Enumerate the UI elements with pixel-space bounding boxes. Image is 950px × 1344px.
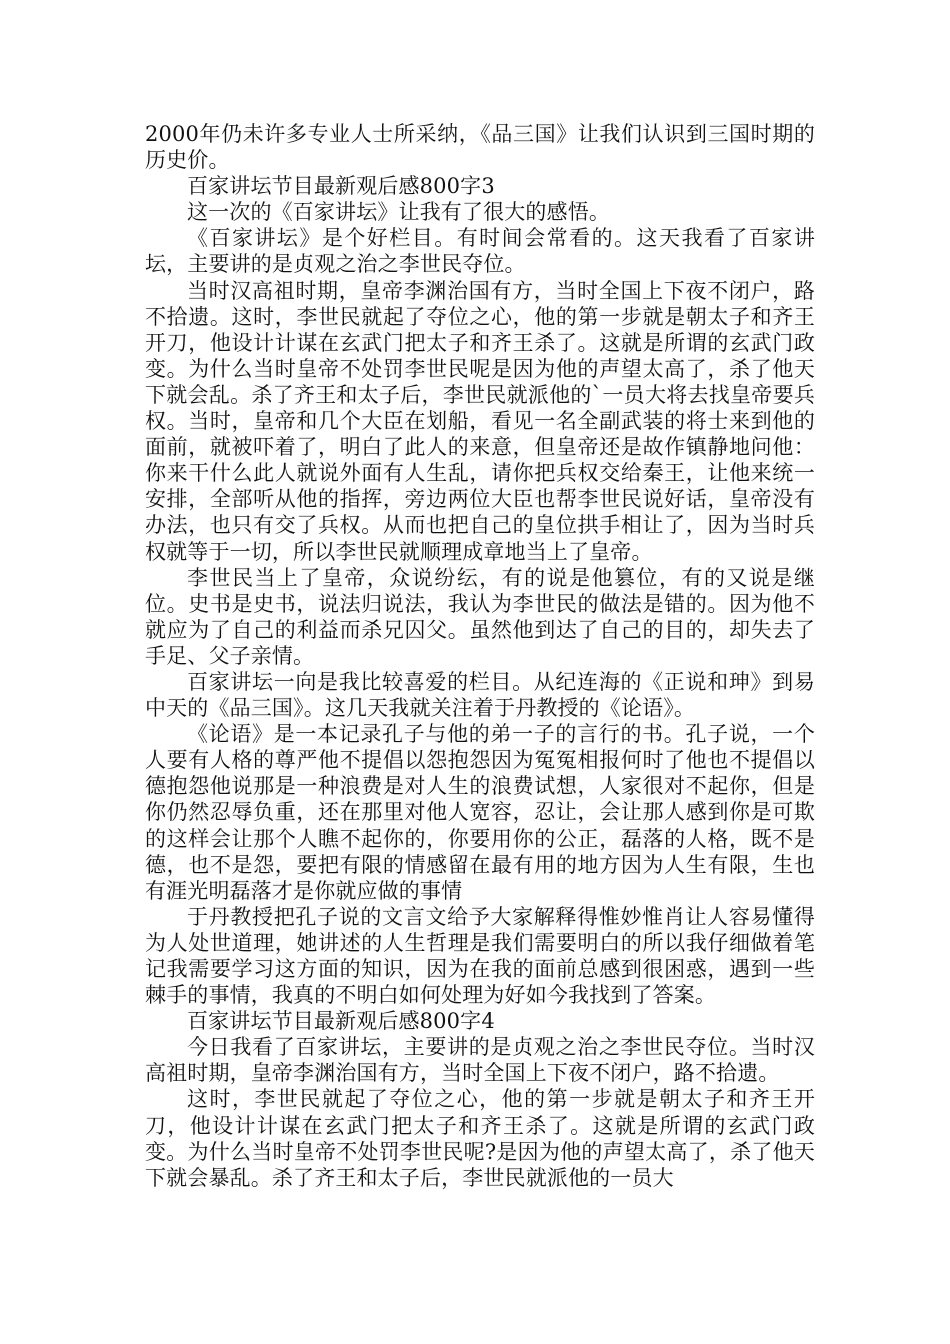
body-paragraph: 这时，李世民就起了夺位之心，他的第一步就是朝太子和齐王开刀，他设计计谋在玄武门把太子和齐王杀了。这就是所谓的玄武门政变。为什么当时皇帝不处罚李世民呢?是因为他的声望太高了，杀了他天下就会暴乱。杀了齐王和太子后，李世民就派他的一员大 <box>145 1087 815 1190</box>
document-body <box>145 121 815 1191</box>
body-paragraph: 百家讲坛一向是我比较喜爱的栏目。从纪连海的《正说和珅》到易中天的《品三国》。这几天我就关注着于丹教授的《论语》。 <box>145 669 815 721</box>
body-paragraph: 今日我看了百家讲坛，主要讲的是贞观之治之李世民夺位。当时汉高祖时期，皇帝李渊治国有方，当时全国上下夜不闭户，路不拾遗。 <box>145 1035 815 1086</box>
body-paragraph: 李世民当上了皇帝，众说纷纭，有的说是他篡位，有的又说是继位。史书是史书，说法归说法，我认为李世民的做法是错的。因为他不就应为了自己的利益而杀兄囚父。虽然他到达了自己的目的，却失去了手足、父子亲情。 <box>145 565 815 668</box>
paragraph-continuation: 2000年仍未许多专业人士所采纳，《品三国》让我们认识到三国时期的历史价。 <box>145 122 815 173</box>
section-heading: 百家讲坛节目最新观后感800字3 <box>187 174 495 199</box>
body-paragraph: 《百家讲坛》是个好栏目。有时间会常看的。这天我看了百家讲坛，主要讲的是贞观之治之李世民夺位。 <box>145 226 815 277</box>
section-heading: 百家讲坛节目最新观后感800字4 <box>187 1009 495 1034</box>
body-paragraph: 《论语》是一本记录孔子与他的弟一子的言行的书。孔子说，一个人要有人格的尊严他不提倡以怨抱怨因为冤冤相报何时了他也不提倡以德抱怨他说那是一种浪费是对人生的浪费试想，人家很对不起你，但是你仍然忍辱负重，还在那里对他人宽容，忍让，会让那人感到你是可欺的这样会让那个人瞧不起你的，你要用你的公正，磊落的人格，既不是德，也不是怨，要把有限的情感留在最有用的地方因为人生有限，生也有涯光明磊落才是你就应做的事情 <box>145 722 815 903</box>
body-paragraph: 这一次的《百家讲坛》让我有了很大的感悟。 <box>187 200 610 225</box>
body-paragraph: 于丹教授把孔子说的文言文给予大家解释得惟妙惟肖让人容易懂得为人处世道理，她讲述的人生哲理是我们需要明白的所以我仔细做着笔记我需要学习这方面的知识，因为在我的面前总感到很困惑，遇到一些棘手的事情，我真的不明白如何处理为好如今我找到了答案。 <box>145 904 815 1008</box>
body-paragraph: 当时汉高祖时期，皇帝李渊治国有方，当时全国上下夜不闭户，路不拾遗。这时，李世民就起了夺位之心，他的第一步就是朝太子和齐王开刀，他设计计谋在玄武门把太子和齐王杀了。这就是所谓的玄武门政变。为什么当时皇帝不处罚李世民呢是因为他的声望太高了，杀了他天下就会乱。杀了齐王和太子后，李世民就派他的`一员大将去找皇帝要兵权。当时，皇帝和几个大臣在划船，看见一名全副武装的将士来到他的面前，就被吓着了，明白了此人的来意，但皇帝还是故作镇静地问他：你来干什么此人就说外面有人生乱，请你把兵权交给秦王，让他来统一安排，全部听从他的指挥，旁边两位大臣也帮李世民说好话，皇帝没有办法，也只有交了兵权。从而也把自己的皇位拱手相让了，因为当时兵权就等于一切，所以李世民就顺理成章地当上了皇帝。 <box>145 278 815 564</box>
